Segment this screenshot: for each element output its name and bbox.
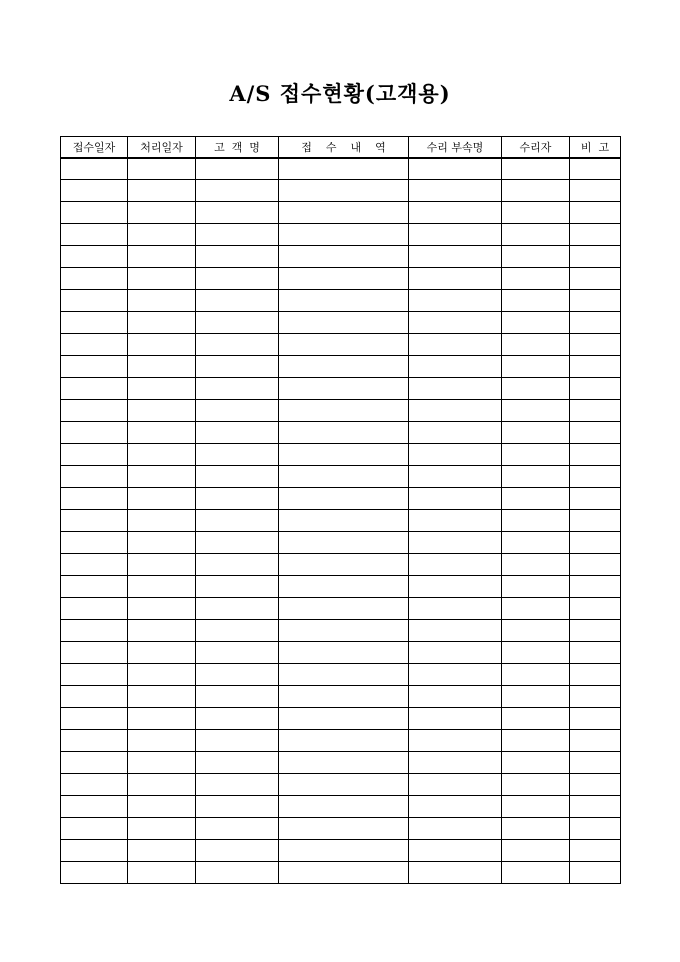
remarks-cell[interactable] — [570, 774, 621, 796]
table-row — [61, 400, 621, 422]
repair-parts-cell[interactable] — [409, 224, 502, 246]
reception-details-cell[interactable] — [279, 180, 409, 202]
repair-parts-cell[interactable] — [409, 752, 502, 774]
customer-name-cell[interactable] — [196, 510, 279, 532]
reception-date-cell[interactable] — [61, 576, 128, 598]
processing-date-cell[interactable] — [128, 246, 196, 268]
reception-date-cell[interactable] — [61, 246, 128, 268]
remarks-cell[interactable] — [570, 246, 621, 268]
remarks-cell[interactable] — [570, 466, 621, 488]
repairer-cell[interactable] — [502, 224, 570, 246]
repairer-cell[interactable] — [502, 356, 570, 378]
repair-parts-cell[interactable] — [409, 708, 502, 730]
reception-date-cell[interactable] — [61, 774, 128, 796]
table-row — [61, 686, 621, 708]
reception-details-cell[interactable] — [279, 334, 409, 356]
reception-date-cell[interactable] — [61, 466, 128, 488]
remarks-cell[interactable] — [570, 290, 621, 312]
repair-parts-cell[interactable] — [409, 488, 502, 510]
reception-details-cell[interactable] — [279, 774, 409, 796]
remarks-cell[interactable] — [570, 730, 621, 752]
table-row — [61, 532, 621, 554]
table-row — [61, 620, 621, 642]
customer-name-cell[interactable] — [196, 466, 279, 488]
customer-name-cell[interactable] — [196, 400, 279, 422]
reception-date-cell[interactable] — [61, 554, 128, 576]
repair-parts-cell[interactable] — [409, 642, 502, 664]
customer-name-cell[interactable] — [196, 268, 279, 290]
processing-date-cell[interactable] — [128, 664, 196, 686]
remarks-cell[interactable] — [570, 642, 621, 664]
repairer-cell[interactable] — [502, 422, 570, 444]
repairer-cell[interactable] — [502, 202, 570, 224]
processing-date-cell[interactable] — [128, 642, 196, 664]
remarks-cell[interactable] — [570, 576, 621, 598]
reception-details-cell[interactable] — [279, 246, 409, 268]
repairer-cell[interactable] — [502, 796, 570, 818]
table-row — [61, 818, 621, 840]
table-row — [61, 796, 621, 818]
processing-date-cell[interactable] — [128, 510, 196, 532]
processing-date-cell[interactable] — [128, 774, 196, 796]
customer-name-cell[interactable] — [196, 312, 279, 334]
remarks-cell[interactable] — [570, 158, 621, 180]
table-body — [61, 158, 621, 884]
processing-date-cell[interactable] — [128, 840, 196, 862]
processing-date-cell[interactable] — [128, 796, 196, 818]
processing-date-cell[interactable] — [128, 202, 196, 224]
reception-details-cell[interactable] — [279, 422, 409, 444]
repairer-cell[interactable] — [502, 444, 570, 466]
reception-date-cell[interactable] — [61, 818, 128, 840]
table-row — [61, 224, 621, 246]
customer-name-cell[interactable] — [196, 774, 279, 796]
repairer-cell[interactable] — [502, 752, 570, 774]
processing-date-cell[interactable] — [128, 466, 196, 488]
table-row — [61, 664, 621, 686]
reception-date-cell[interactable] — [61, 400, 128, 422]
customer-name-cell[interactable] — [196, 488, 279, 510]
table-row — [61, 730, 621, 752]
repairer-cell[interactable] — [502, 180, 570, 202]
reception-date-cell[interactable] — [61, 356, 128, 378]
remarks-cell[interactable] — [570, 268, 621, 290]
repair-parts-cell[interactable] — [409, 532, 502, 554]
reception-date-cell[interactable] — [61, 334, 128, 356]
table-row — [61, 510, 621, 532]
repairer-cell[interactable] — [502, 466, 570, 488]
reception-date-cell[interactable] — [61, 642, 128, 664]
remarks-cell[interactable] — [570, 334, 621, 356]
processing-date-cell[interactable] — [128, 158, 196, 180]
reception-details-cell[interactable] — [279, 686, 409, 708]
remarks-cell[interactable] — [570, 554, 621, 576]
repair-parts-cell[interactable] — [409, 334, 502, 356]
reception-date-cell[interactable] — [61, 796, 128, 818]
remarks-cell[interactable] — [570, 378, 621, 400]
customer-name-cell[interactable] — [196, 708, 279, 730]
table-row — [61, 158, 621, 180]
reception-details-cell[interactable] — [279, 158, 409, 180]
remarks-cell[interactable] — [570, 444, 621, 466]
customer-name-cell[interactable] — [196, 158, 279, 180]
reception-details-cell[interactable] — [279, 444, 409, 466]
repairer-cell[interactable] — [502, 774, 570, 796]
reception-details-cell[interactable] — [279, 576, 409, 598]
table-row — [61, 488, 621, 510]
reception-date-cell[interactable] — [61, 620, 128, 642]
table-row — [61, 268, 621, 290]
page-title: A/S 접수현황(고객용) — [229, 81, 451, 106]
customer-name-cell[interactable] — [196, 642, 279, 664]
reception-date-cell[interactable] — [61, 224, 128, 246]
processing-date-cell[interactable] — [128, 378, 196, 400]
repairer-cell[interactable] — [502, 246, 570, 268]
repair-parts-cell[interactable] — [409, 444, 502, 466]
reception-details-cell[interactable] — [279, 840, 409, 862]
reception-date-cell[interactable] — [61, 312, 128, 334]
header-repairer: 수리자 — [502, 137, 570, 158]
reception-date-cell[interactable] — [61, 158, 128, 180]
repairer-cell[interactable] — [502, 290, 570, 312]
processing-date-cell[interactable] — [128, 224, 196, 246]
remarks-cell[interactable] — [570, 180, 621, 202]
reception-date-cell[interactable] — [61, 840, 128, 862]
reception-date-cell[interactable] — [61, 202, 128, 224]
customer-name-cell[interactable] — [196, 598, 279, 620]
customer-name-cell[interactable] — [196, 444, 279, 466]
customer-name-cell[interactable] — [196, 246, 279, 268]
header-reception-date: 접수일자 — [61, 137, 128, 158]
processing-date-cell[interactable] — [128, 532, 196, 554]
reception-date-cell[interactable] — [61, 664, 128, 686]
table-row — [61, 554, 621, 576]
processing-date-cell[interactable] — [128, 686, 196, 708]
table-row — [61, 466, 621, 488]
customer-name-cell[interactable] — [196, 730, 279, 752]
repair-parts-cell[interactable] — [409, 290, 502, 312]
repair-parts-cell[interactable] — [409, 862, 502, 884]
processing-date-cell[interactable] — [128, 554, 196, 576]
repair-parts-cell[interactable] — [409, 312, 502, 334]
processing-date-cell[interactable] — [128, 576, 196, 598]
table-row — [61, 862, 621, 884]
table-row — [61, 356, 621, 378]
reception-date-cell[interactable] — [61, 598, 128, 620]
customer-name-cell[interactable] — [196, 554, 279, 576]
processing-date-cell[interactable] — [128, 620, 196, 642]
customer-name-cell[interactable] — [196, 686, 279, 708]
processing-date-cell[interactable] — [128, 818, 196, 840]
remarks-cell[interactable] — [570, 422, 621, 444]
customer-name-cell[interactable] — [196, 378, 279, 400]
table-row — [61, 642, 621, 664]
remarks-cell[interactable] — [570, 664, 621, 686]
table-row — [61, 378, 621, 400]
reception-details-cell[interactable] — [279, 312, 409, 334]
repairer-cell[interactable] — [502, 840, 570, 862]
processing-date-cell[interactable] — [128, 268, 196, 290]
repairer-cell[interactable] — [502, 268, 570, 290]
repairer-cell[interactable] — [502, 862, 570, 884]
customer-name-cell[interactable] — [196, 334, 279, 356]
repair-parts-cell[interactable] — [409, 510, 502, 532]
repairer-cell[interactable] — [502, 576, 570, 598]
customer-name-cell[interactable] — [196, 796, 279, 818]
repairer-cell[interactable] — [502, 510, 570, 532]
processing-date-cell[interactable] — [128, 730, 196, 752]
repair-parts-cell[interactable] — [409, 840, 502, 862]
header-remarks: 비 고 — [570, 137, 621, 158]
reception-details-cell[interactable] — [279, 818, 409, 840]
header-customer-name: 고 객 명 — [196, 137, 279, 158]
repair-parts-cell[interactable] — [409, 378, 502, 400]
reception-date-cell[interactable] — [61, 510, 128, 532]
reception-details-cell[interactable] — [279, 708, 409, 730]
table-row — [61, 444, 621, 466]
reception-date-cell[interactable] — [61, 708, 128, 730]
processing-date-cell[interactable] — [128, 290, 196, 312]
customer-name-cell[interactable] — [196, 620, 279, 642]
table-row — [61, 312, 621, 334]
reception-details-cell[interactable] — [279, 202, 409, 224]
repair-parts-cell[interactable] — [409, 554, 502, 576]
repair-parts-cell[interactable] — [409, 730, 502, 752]
repairer-cell[interactable] — [502, 312, 570, 334]
repairer-cell[interactable] — [502, 664, 570, 686]
reception-date-cell[interactable] — [61, 180, 128, 202]
reception-details-cell[interactable] — [279, 488, 409, 510]
reception-date-cell[interactable] — [61, 290, 128, 312]
remarks-cell[interactable] — [570, 400, 621, 422]
processing-date-cell[interactable] — [128, 356, 196, 378]
processing-date-cell[interactable] — [128, 708, 196, 730]
reception-details-cell[interactable] — [279, 378, 409, 400]
reception-details-cell[interactable] — [279, 752, 409, 774]
reception-details-cell[interactable] — [279, 664, 409, 686]
customer-name-cell[interactable] — [196, 290, 279, 312]
repair-parts-cell[interactable] — [409, 598, 502, 620]
reception-details-cell[interactable] — [279, 642, 409, 664]
remarks-cell[interactable] — [570, 510, 621, 532]
remarks-cell[interactable] — [570, 686, 621, 708]
reception-details-cell[interactable] — [279, 620, 409, 642]
reception-date-cell[interactable] — [61, 686, 128, 708]
reception-details-cell[interactable] — [279, 730, 409, 752]
reception-date-cell[interactable] — [61, 444, 128, 466]
repairer-cell[interactable] — [502, 620, 570, 642]
customer-name-cell[interactable] — [196, 356, 279, 378]
header-processing-date: 처리일자 — [128, 137, 196, 158]
repairer-cell[interactable] — [502, 158, 570, 180]
customer-name-cell[interactable] — [196, 840, 279, 862]
table-row — [61, 774, 621, 796]
customer-name-cell[interactable] — [196, 818, 279, 840]
repairer-cell[interactable] — [502, 334, 570, 356]
table-row — [61, 202, 621, 224]
table-row — [61, 752, 621, 774]
remarks-cell[interactable] — [570, 356, 621, 378]
repair-parts-cell[interactable] — [409, 818, 502, 840]
reception-details-cell[interactable] — [279, 532, 409, 554]
reception-details-cell[interactable] — [279, 356, 409, 378]
repair-parts-cell[interactable] — [409, 576, 502, 598]
repairer-cell[interactable] — [502, 642, 570, 664]
reception-details-cell[interactable] — [279, 400, 409, 422]
processing-date-cell[interactable] — [128, 180, 196, 202]
repair-parts-cell[interactable] — [409, 774, 502, 796]
reception-date-cell[interactable] — [61, 488, 128, 510]
table-row — [61, 334, 621, 356]
table-row — [61, 576, 621, 598]
customer-name-cell[interactable] — [196, 180, 279, 202]
reception-date-cell[interactable] — [61, 378, 128, 400]
header-repair-parts: 수리 부속명 — [409, 137, 502, 158]
processing-date-cell[interactable] — [128, 422, 196, 444]
reception-date-cell[interactable] — [61, 752, 128, 774]
table-row — [61, 598, 621, 620]
processing-date-cell[interactable] — [128, 598, 196, 620]
processing-date-cell[interactable] — [128, 334, 196, 356]
repairer-cell[interactable] — [502, 730, 570, 752]
repair-parts-cell[interactable] — [409, 202, 502, 224]
remarks-cell[interactable] — [570, 796, 621, 818]
remarks-cell[interactable] — [570, 620, 621, 642]
header-reception-details: 접 수 내 역 — [279, 137, 409, 158]
as-reception-table — [60, 136, 621, 884]
remarks-cell[interactable] — [570, 840, 621, 862]
table-row — [61, 180, 621, 202]
repair-parts-cell[interactable] — [409, 180, 502, 202]
reception-details-cell[interactable] — [279, 554, 409, 576]
table-row — [61, 708, 621, 730]
reception-date-cell[interactable] — [61, 730, 128, 752]
customer-name-cell[interactable] — [196, 752, 279, 774]
reception-details-cell[interactable] — [279, 510, 409, 532]
remarks-cell[interactable] — [570, 488, 621, 510]
reception-details-cell[interactable] — [279, 224, 409, 246]
remarks-cell[interactable] — [570, 598, 621, 620]
customer-name-cell[interactable] — [196, 862, 279, 884]
processing-date-cell[interactable] — [128, 488, 196, 510]
repair-parts-cell[interactable] — [409, 620, 502, 642]
processing-date-cell[interactable] — [128, 752, 196, 774]
customer-name-cell[interactable] — [196, 576, 279, 598]
repair-parts-cell[interactable] — [409, 246, 502, 268]
reception-details-cell[interactable] — [279, 290, 409, 312]
reception-details-cell[interactable] — [279, 268, 409, 290]
table-row — [61, 840, 621, 862]
customer-name-cell[interactable] — [196, 532, 279, 554]
remarks-cell[interactable] — [570, 862, 621, 884]
customer-name-cell[interactable] — [196, 422, 279, 444]
repairer-cell[interactable] — [502, 686, 570, 708]
remarks-cell[interactable] — [570, 224, 621, 246]
reception-date-cell[interactable] — [61, 532, 128, 554]
repairer-cell[interactable] — [502, 400, 570, 422]
customer-name-cell[interactable] — [196, 224, 279, 246]
reception-date-cell[interactable] — [61, 862, 128, 884]
remarks-cell[interactable] — [570, 532, 621, 554]
repairer-cell[interactable] — [502, 554, 570, 576]
repair-parts-cell[interactable] — [409, 400, 502, 422]
repair-parts-cell[interactable] — [409, 356, 502, 378]
reception-details-cell[interactable] — [279, 466, 409, 488]
repairer-cell[interactable] — [502, 532, 570, 554]
remarks-cell[interactable] — [570, 202, 621, 224]
repair-parts-cell[interactable] — [409, 268, 502, 290]
repairer-cell[interactable] — [502, 708, 570, 730]
table-header-row — [61, 137, 621, 158]
repair-parts-cell[interactable] — [409, 466, 502, 488]
table-row — [61, 246, 621, 268]
reception-date-cell[interactable] — [61, 422, 128, 444]
reception-details-cell[interactable] — [279, 862, 409, 884]
table-row — [61, 422, 621, 444]
customer-name-cell[interactable] — [196, 202, 279, 224]
repair-parts-cell[interactable] — [409, 664, 502, 686]
customer-name-cell[interactable] — [196, 664, 279, 686]
processing-date-cell[interactable] — [128, 400, 196, 422]
repair-parts-cell[interactable] — [409, 796, 502, 818]
reception-date-cell[interactable] — [61, 268, 128, 290]
processing-date-cell[interactable] — [128, 862, 196, 884]
repairer-cell[interactable] — [502, 488, 570, 510]
processing-date-cell[interactable] — [128, 444, 196, 466]
table-row — [61, 290, 621, 312]
processing-date-cell[interactable] — [128, 312, 196, 334]
repair-parts-cell[interactable] — [409, 422, 502, 444]
repairer-cell[interactable] — [502, 818, 570, 840]
repairer-cell[interactable] — [502, 598, 570, 620]
reception-details-cell[interactable] — [279, 598, 409, 620]
remarks-cell[interactable] — [570, 752, 621, 774]
remarks-cell[interactable] — [570, 312, 621, 334]
remarks-cell[interactable] — [570, 818, 621, 840]
repair-parts-cell[interactable] — [409, 686, 502, 708]
repair-parts-cell[interactable] — [409, 158, 502, 180]
reception-details-cell[interactable] — [279, 796, 409, 818]
remarks-cell[interactable] — [570, 708, 621, 730]
repairer-cell[interactable] — [502, 378, 570, 400]
